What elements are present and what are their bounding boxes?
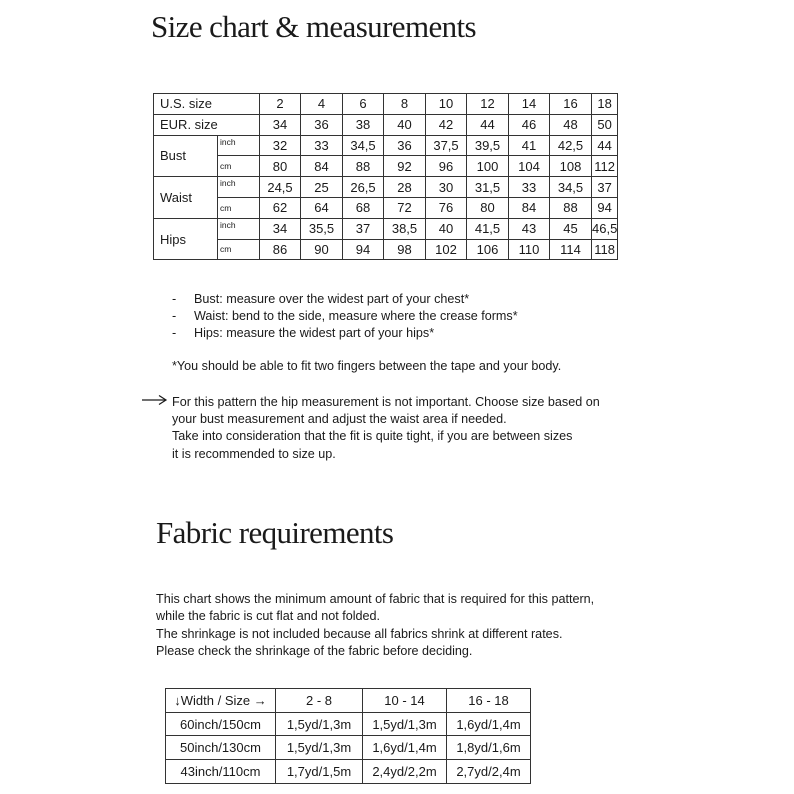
bust-cm-row [154,156,618,177]
note-text: Bust: measure over the widest part of your chest* [194,292,470,306]
size-value-cell: 34 [260,218,301,239]
header-cell: 10 - 14 [363,689,447,713]
row-label-bust: Bust [154,135,218,177]
unit-label: inch [218,218,260,239]
size-value-cell: 12 [467,94,509,115]
size-value-cell: 41 [509,135,550,156]
size-value-cell: 84 [509,197,550,218]
unit-label: inch [218,177,260,198]
note-item [172,325,518,342]
size-value-cell: 106 [467,239,509,260]
size-value-cell: 45 [550,218,592,239]
size-value-cell: 44 [467,114,509,135]
dash-bullet: - [172,326,177,340]
header-cell: 2 - 8 [276,689,363,713]
size-value-cell: 28 [384,177,426,198]
size-value-cell: 18 [592,94,618,115]
note-item [172,291,518,308]
size-value-cell: 98 [384,239,426,260]
size-value-cell: 2 [260,94,301,115]
size-value-cell: 26,5 [343,177,384,198]
size-value-cell: 110 [509,239,550,260]
size-value-cell: 39,5 [467,135,509,156]
amount-cell: 1,5yd/1,3m [276,736,363,760]
unit-label: cm [218,239,260,260]
fabric-row [166,712,531,736]
intro-line: while the fabric is cut flat and not folded. [156,609,381,624]
row-label-us-size: U.S. size [154,94,260,115]
size-value-cell: 37 [343,218,384,239]
width-cell: 43inch/110cm [166,760,276,784]
dash-bullet: - [172,292,177,306]
size-value-cell: 84 [301,156,343,177]
pattern-advice [172,394,600,463]
header-cell: 16 - 18 [447,689,531,713]
size-value-cell: 14 [509,94,550,115]
fabric-row [166,760,531,784]
eur-size-row [154,114,618,135]
note-text: Waist: bend to the side, measure where the crease forms* [194,309,518,323]
size-value-cell: 33 [301,135,343,156]
size-chart-title: Size chart & measurements [151,9,477,44]
size-value-cell: 38,5 [384,218,426,239]
size-value-cell: 48 [550,114,592,135]
size-value-cell: 88 [550,197,592,218]
size-value-cell: 96 [426,156,467,177]
us-size-row [154,94,618,115]
size-value-cell: 50 [592,114,618,135]
size-value-cell: 37,5 [426,135,467,156]
size-value-cell: 31,5 [467,177,509,198]
size-value-cell: 32 [260,135,301,156]
size-value-cell: 43 [509,218,550,239]
hips-inch-row [154,218,618,239]
size-value-cell: 4 [301,94,343,115]
amount-cell: 2,4yd/2,2m [363,760,447,784]
size-value-cell: 114 [550,239,592,260]
amount-cell: 1,6yd/1,4m [447,712,531,736]
size-value-cell: 46,5 [592,218,618,239]
size-value-cell: 8 [384,94,426,115]
size-value-cell: 72 [384,197,426,218]
amount-cell: 1,7yd/1,5m [276,760,363,784]
unit-label: cm [218,197,260,218]
size-value-cell: 76 [426,197,467,218]
size-value-cell: 108 [550,156,592,177]
size-value-cell: 90 [301,239,343,260]
size-value-cell: 35,5 [301,218,343,239]
size-value-cell: 102 [426,239,467,260]
advice-line: your bust measurement and adjust the waist area if needed. [172,412,507,427]
size-value-cell: 6 [343,94,384,115]
note-text: Hips: measure the widest part of your hips* [194,326,435,340]
size-value-cell: 36 [384,135,426,156]
unit-label: inch [218,135,260,156]
size-value-cell: 46 [509,114,550,135]
size-value-cell: 34 [260,114,301,135]
note-item [172,308,518,325]
size-value-cell: 86 [260,239,301,260]
size-value-cell: 10 [426,94,467,115]
bust-inch-row [154,135,618,156]
fabric-requirements-title: Fabric requirements [156,515,394,550]
row-label-hips: Hips [154,218,218,260]
intro-line: This chart shows the minimum amount of fabric that is required for this pattern, [156,592,595,606]
header-cell: ↓Width / Size → [166,689,276,713]
size-value-cell: 34,5 [550,177,592,198]
amount-cell: 2,7yd/2,4m [447,760,531,784]
size-value-cell: 41,5 [467,218,509,239]
size-value-cell: 25 [301,177,343,198]
size-value-cell: 33 [509,177,550,198]
hips-cm-row [154,239,618,260]
size-value-cell: 104 [509,156,550,177]
fabric-requirements-table [165,688,531,784]
unit-label: cm [218,156,260,177]
fabric-header-row [166,689,531,713]
size-value-cell: 88 [343,156,384,177]
size-value-cell: 64 [301,197,343,218]
size-value-cell: 38 [343,114,384,135]
fabric-intro [156,591,594,661]
amount-cell: 1,6yd/1,4m [363,736,447,760]
size-value-cell: 16 [550,94,592,115]
size-value-cell: 80 [260,156,301,177]
size-value-cell: 44 [592,135,618,156]
size-value-cell: 100 [467,156,509,177]
size-value-cell: 62 [260,197,301,218]
size-chart-table [153,93,618,260]
advice-line: Take into consideration that the fit is quite tight, if you are between sizes [172,429,573,444]
size-value-cell: 30 [426,177,467,198]
size-value-cell: 42,5 [550,135,592,156]
size-value-cell: 42 [426,114,467,135]
size-value-cell: 112 [592,156,618,177]
width-cell: 60inch/150cm [166,712,276,736]
size-value-cell: 36 [301,114,343,135]
row-label-waist: Waist [154,177,218,219]
amount-cell: 1,5yd/1,3m [363,712,447,736]
waist-cm-row [154,197,618,218]
size-value-cell: 40 [384,114,426,135]
size-value-cell: 34,5 [343,135,384,156]
advice-line: it is recommended to size up. [172,446,336,461]
row-label-eur-size: EUR. size [154,114,260,135]
advice-line: For this pattern the hip measurement is not important. Choose size based on [172,395,600,409]
size-value-cell: 37 [592,177,618,198]
size-value-cell: 40 [426,218,467,239]
size-value-cell: 80 [467,197,509,218]
size-value-cell: 118 [592,239,618,260]
dash-bullet: - [172,309,177,323]
size-value-cell: 68 [343,197,384,218]
fabric-row [166,736,531,760]
intro-line: The shrinkage is not included because all fabrics shrink at different rates. [156,626,563,641]
size-value-cell: 94 [343,239,384,260]
size-value-cell: 94 [592,197,618,218]
waist-inch-row [154,177,618,198]
arrow-right-icon [142,394,168,406]
size-value-cell: 92 [384,156,426,177]
amount-cell: 1,5yd/1,3m [276,712,363,736]
amount-cell: 1,8yd/1,6m [447,736,531,760]
fit-footnote: *You should be able to fit two fingers between the tape and your body. [172,359,562,373]
width-cell: 50inch/130cm [166,736,276,760]
measurement-notes [172,291,518,342]
size-value-cell: 24,5 [260,177,301,198]
intro-line: Please check the shrinkage of the fabric before deciding. [156,644,473,659]
